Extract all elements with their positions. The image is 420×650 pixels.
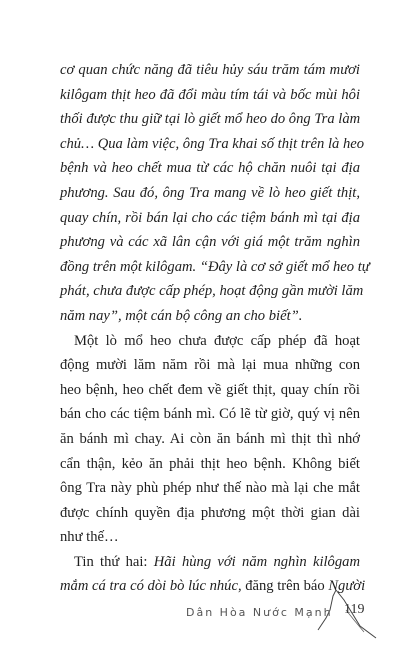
news-label: Tin thứ hai: — [74, 553, 154, 570]
news-headline: Hãi hùng với năm nghìn kilôgam — [153, 553, 360, 570]
text-fragment: , đăng trên báo — [237, 578, 329, 595]
paragraph-1 — [60, 58, 370, 329]
text-line: phương. Sau đó, ông Tra mang về lò heo giết thịt, — [60, 184, 360, 201]
text-line: Một lò mổ heo chưa được cấp phép đã hoạt — [74, 332, 360, 349]
text-line: năm nay”, một cán bộ công an cho biết”. — [60, 307, 303, 324]
page-footer — [150, 586, 380, 646]
text-line: phát, chưa được cấp phép, hoạt động gần mười lăm — [60, 283, 364, 300]
text-line: như thế… — [60, 529, 119, 546]
page-body — [60, 58, 370, 599]
text-line: động mười lăm năm rồi mà lại mua những con — [60, 357, 360, 374]
book-title: Dân Hòa Nước Mạnh — [186, 606, 333, 619]
news-headline-cont: mắm cá tra có dòi bò lúc nhúc — [60, 578, 238, 595]
text-line: bán cho các tiệm bánh mì. Có lẽ từ giờ, quý vị nên — [60, 406, 360, 423]
text-line: quay chín, rồi bán lại cho các tiệm bánh mì tại địa — [60, 209, 360, 226]
text-line: được chính quyền địa phương một thời gian dài — [60, 504, 360, 521]
paragraph-2 — [60, 329, 360, 550]
text-line: cẩn thận, kẻo ăn phải thịt heo bệnh. Không biết — [60, 455, 360, 472]
newspaper-name: Người — [328, 578, 366, 595]
text-line: kilôgam thịt heo đã đổi màu tím tái và bốc mùi hôi — [60, 86, 360, 103]
text-line: phương và các xã lân cận với giá một trăm nghìn — [60, 234, 360, 251]
text-line: thối được thu giữ tại lò giết mổ heo do ông Tra làm — [60, 111, 361, 128]
text-line — [60, 550, 360, 575]
page-number: 119 — [344, 602, 365, 617]
text-line: bệnh và heo chết mua từ các hộ chăn nuôi tại địa — [60, 160, 360, 177]
text-line: ăn bánh mì chay. Ai còn ăn bánh mì thịt thì nhớ — [60, 430, 360, 447]
text-line: chủ… Qua làm việc, ông Tra khai số thịt trên là heo — [60, 135, 365, 152]
text-line: cơ quan chức năng đã tiêu hủy sáu trăm tám mươi — [60, 62, 360, 78]
text-line: ông Tra này phù phép như thế nào mà lại che mắt — [60, 480, 360, 497]
text-line: heo bệnh, heo chết đem về giết thịt, quay chín rồi — [60, 381, 360, 398]
text-line: đồng trên một kilôgam. “Đây là cơ sở giết mổ heo tự — [60, 258, 370, 275]
